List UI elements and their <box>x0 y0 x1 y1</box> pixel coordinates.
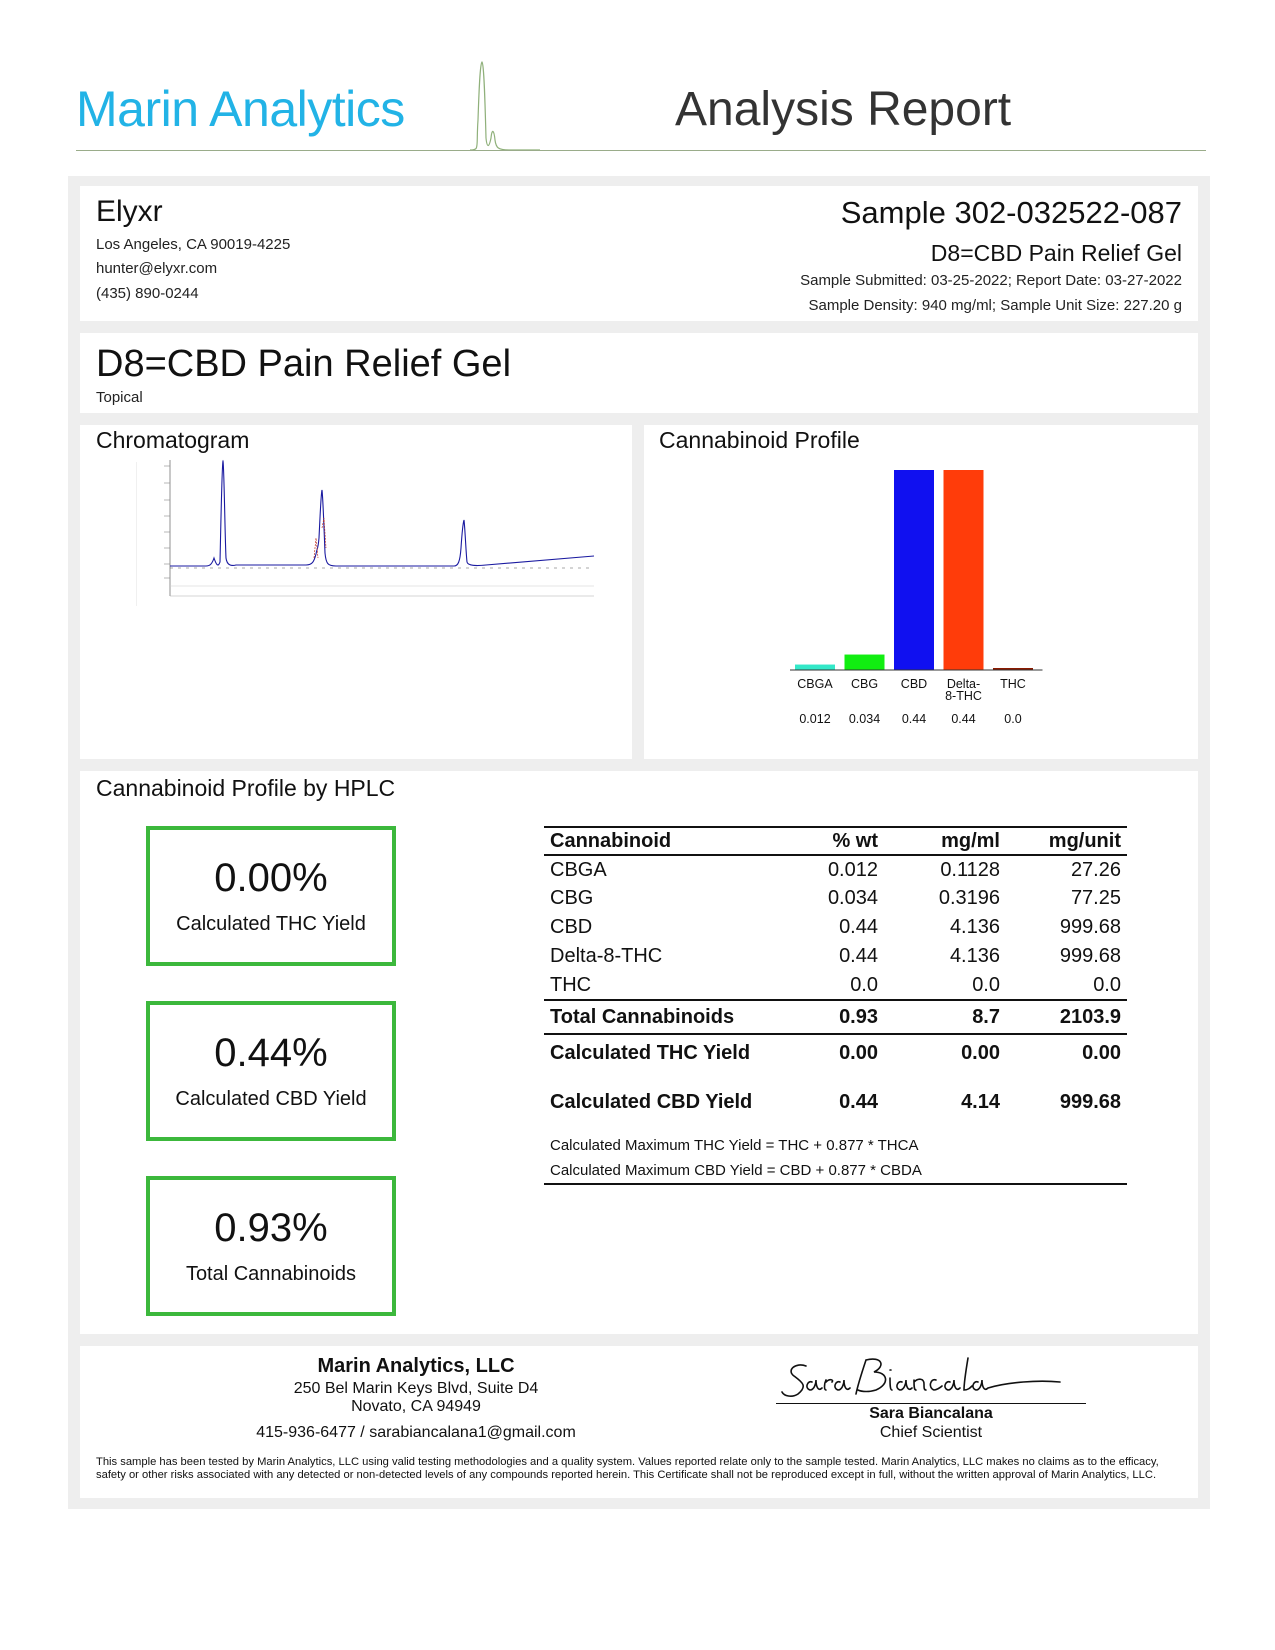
product-type: Topical <box>96 389 143 406</box>
client-phone: (435) 890-0244 <box>96 285 199 302</box>
cannabinoid-table <box>544 826 1127 1185</box>
chromatogram-plot <box>136 458 596 608</box>
sample-dates: Sample Submitted: 03-25-2022; Report Date: 03-27-2022 <box>800 272 1182 289</box>
cell-cannabinoid: THC <box>550 974 592 996</box>
table-row <box>544 884 1127 913</box>
lab-address-line2: Novato, CA 94949 <box>351 1398 481 1415</box>
signer-title: Chief Scientist <box>879 1424 983 1441</box>
total-mg-unit: 2103.9 <box>1006 1000 1127 1034</box>
value-label: 0.44 <box>901 712 927 726</box>
chromatogram-title: Chromatogram <box>96 427 250 453</box>
cell-mg-ml: 0.0 <box>972 974 1000 996</box>
bar-cbga <box>795 665 835 670</box>
total-cannabinoids-value: 0.93% <box>214 1206 328 1250</box>
sample-id: Sample 302-032522-087 <box>840 195 1182 230</box>
col-header-mg-unit: mg/unit <box>1006 827 1127 855</box>
category-label: CBD <box>900 677 928 691</box>
client-address: Los Angeles, CA 90019-4225 <box>96 236 291 253</box>
note-row <box>544 1159 1127 1184</box>
value-label: 0.034 <box>848 712 881 726</box>
total-cannabinoids-box <box>146 1176 396 1316</box>
cell-mg-unit: 999.68 <box>1059 916 1121 938</box>
calc-thc-mg-unit: 0.00 <box>1082 1042 1121 1064</box>
cannabinoid-profile-chart <box>790 470 1060 755</box>
total-cannabinoids-label: Total Cannabinoids <box>185 1263 357 1285</box>
col-header-cannabinoid: Cannabinoid <box>544 827 764 855</box>
col-header-pct-wt: % wt <box>764 827 884 855</box>
total-mg-ml: 8.7 <box>884 1000 1006 1034</box>
lab-name: Marin Analytics, LLC <box>317 1355 515 1377</box>
calc-cbd-mg-ml: 4.14 <box>961 1091 1000 1113</box>
bar-cbd <box>894 470 934 670</box>
hplc-title: Cannabinoid Profile by HPLC <box>96 775 396 801</box>
calc-thc-row <box>544 1034 1127 1084</box>
cbd-yield-box <box>146 1001 396 1141</box>
signer-name: Sara Biancalana <box>869 1405 993 1422</box>
cell-mg-unit: 999.68 <box>1059 945 1121 967</box>
cell-pct-wt: 0.44 <box>839 916 878 938</box>
cell-pct-wt: 0.034 <box>827 887 878 909</box>
cell-pct-wt: 0.44 <box>839 945 878 967</box>
cell-cannabinoid: CBG <box>550 887 594 909</box>
note-thc-formula: Calculated Maximum THC Yield = THC + 0.877 * THCA <box>550 1137 919 1154</box>
value-label: 0.012 <box>799 712 831 726</box>
bar-cbg <box>845 655 885 670</box>
category-label: Delta- <box>946 677 981 691</box>
cell-pct-wt: 0.0 <box>850 974 878 996</box>
table-header-row <box>544 827 1127 855</box>
cell-cannabinoid: CBGA <box>550 859 607 881</box>
value-label: 0.0 <box>1004 712 1022 726</box>
total-pct-wt: 0.93 <box>764 1000 884 1034</box>
category-label: 8-THC <box>945 689 982 703</box>
bar-delta-8-thc <box>944 470 984 670</box>
cell-cannabinoid: Delta-8-THC <box>550 945 663 967</box>
lab-contact: 415-936-6477 / sarabiancalana1@gmail.com <box>256 1424 576 1441</box>
chromatogram-peak-logo <box>470 60 540 152</box>
cell-mg-ml: 4.136 <box>949 945 1000 967</box>
lab-address-line1: 250 Bel Marin Keys Blvd, Suite D4 <box>293 1380 539 1397</box>
cannabinoid-profile-title: Cannabinoid Profile <box>659 427 860 453</box>
total-row <box>544 1000 1127 1034</box>
calc-cbd-mg-unit: 999.68 <box>1059 1091 1121 1113</box>
table-row <box>544 971 1127 1000</box>
thc-yield-value: 0.00% <box>214 856 328 900</box>
col-header-mg-ml: mg/ml <box>884 827 1006 855</box>
product-name: D8=CBD Pain Relief Gel <box>96 343 512 385</box>
sample-density: Sample Density: 940 mg/ml; Sample Unit Size: 227.20 g <box>808 297 1182 314</box>
cell-mg-unit: 27.26 <box>1070 859 1121 881</box>
calc-thc-label: Calculated THC Yield <box>550 1042 751 1064</box>
disclaimer: This sample has been tested by Marin Analytics, LLC using valid testing methodologies and a quality system. Values reported relate only to the sample tested. Marin Analytics, LLC makes no claims as to the efficacy, safety or other risks associated with any detected or non-detected levels of any compounds reported herein. This Certificate shall not be reproduced except in full, without the written approval of Marin Analytics, LLC. <box>96 1456 1159 1481</box>
sample-product-name: D8=CBD Pain Relief Gel <box>930 240 1182 266</box>
value-label: 0.44 <box>951 712 976 726</box>
cell-pct-wt: 0.012 <box>827 859 878 881</box>
thc-yield-box <box>146 826 396 966</box>
cell-mg-unit: 0.0 <box>1093 974 1121 996</box>
total-label: Total Cannabinoids <box>544 1000 764 1034</box>
report-title: Analysis Report <box>675 83 1012 136</box>
signature-line <box>776 1403 1086 1404</box>
table-row <box>544 855 1127 884</box>
client-name: Elyxr <box>96 195 163 228</box>
note-cbd-formula: Calculated Maximum CBD Yield = CBD + 0.877 * CBDA <box>544 1159 1127 1184</box>
brand-logo-text: Marin Analytics <box>76 81 405 137</box>
calc-cbd-row <box>544 1084 1127 1134</box>
calc-thc-pct-wt: 0.00 <box>839 1042 878 1064</box>
cbd-yield-value: 0.44% <box>214 1031 328 1075</box>
cell-mg-ml: 0.3196 <box>938 887 1000 909</box>
table-row <box>544 942 1127 971</box>
cell-cannabinoid: CBD <box>550 916 593 938</box>
cell-mg-ml: 0.1128 <box>940 859 1000 881</box>
client-email: hunter@elyxr.com <box>96 260 218 277</box>
calc-thc-mg-ml: 0.00 <box>961 1042 1000 1064</box>
note-row <box>544 1134 1127 1159</box>
thc-yield-label: Calculated THC Yield <box>176 913 366 935</box>
category-label: CBGA <box>797 677 833 691</box>
cell-mg-ml: 4.136 <box>949 916 1000 938</box>
cbd-yield-label: Calculated CBD Yield <box>175 1088 367 1110</box>
category-label: THC <box>1000 677 1026 691</box>
table-row <box>544 913 1127 942</box>
cell-mg-unit: 77.25 <box>1070 887 1121 909</box>
calc-cbd-pct-wt: 0.44 <box>839 1091 878 1113</box>
calc-cbd-label: Calculated CBD Yield <box>550 1091 753 1113</box>
header-divider <box>76 150 1206 151</box>
category-label: CBG <box>850 677 879 691</box>
signature-image <box>778 1352 1078 1402</box>
